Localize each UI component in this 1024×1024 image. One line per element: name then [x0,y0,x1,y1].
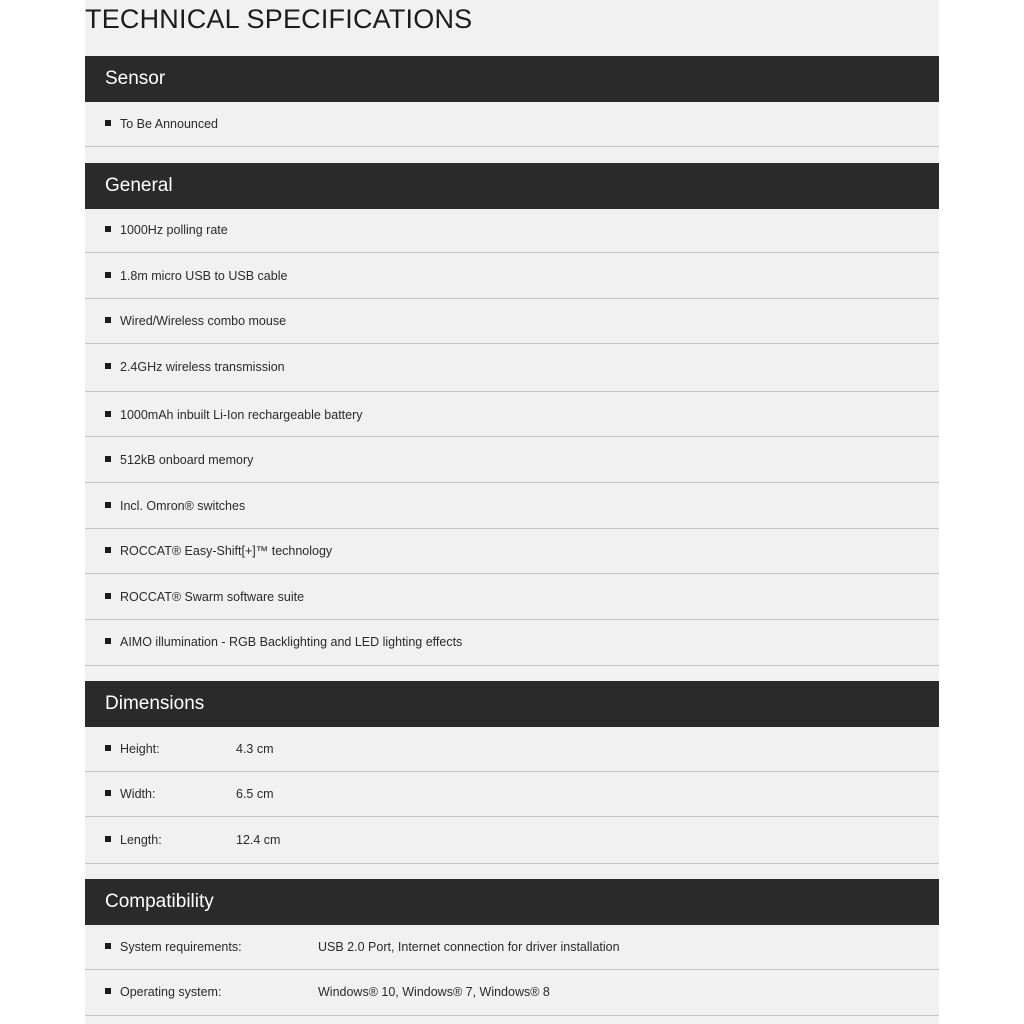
spec-label: Width: [120,787,156,801]
bullet-icon [105,943,111,949]
list-item [85,345,939,392]
spec-value: Windows® 10, Windows® 7, Windows® 8 [318,985,550,999]
spec-text: 1.8m micro USB to USB cable [120,269,288,283]
section-header-general: General [85,163,939,209]
table-row [85,772,939,817]
list-item [85,102,939,147]
list-item [85,208,939,253]
bullet-icon [105,547,111,553]
spec-label: System requirements: [120,940,242,954]
bullet-icon [105,456,111,462]
bullet-icon [105,226,111,232]
spec-text: Incl. Omron® switches [120,499,246,513]
spec-text: ROCCAT® Swarm software suite [120,590,305,604]
bullet-icon [105,988,111,994]
specifications-page [85,0,939,1024]
section-header-sensor: Sensor [85,56,939,102]
spec-text: 1000Hz polling rate [120,223,228,237]
bullet-icon [105,272,111,278]
bullet-icon [105,745,111,751]
bullet-icon [105,638,111,644]
list-item [85,299,939,344]
bullet-icon [105,502,111,508]
table-row [85,970,939,1016]
bullet-icon [105,790,111,796]
bullet-icon [105,836,111,842]
spec-text: ROCCAT® Easy-Shift[+]™ technology [120,544,333,558]
section-header-dimensions: Dimensions [85,681,939,727]
spec-label: Operating system: [120,985,222,999]
spec-value: USB 2.0 Port, Internet connection for driver installation [318,940,620,954]
bullet-icon [105,317,111,323]
spec-text: 1000mAh inbuilt Li-Ion rechargeable battery [120,408,363,422]
table-row [85,818,939,864]
table-row [85,727,939,772]
list-item [85,254,939,299]
spec-text: AIMO illumination - RGB Backlighting and LED lighting effects [120,635,463,649]
list-item [85,484,939,529]
list-item [85,392,939,437]
spec-text: Wired/Wireless combo mouse [120,314,287,328]
page-title: TECHNICAL SPECIFICATIONS [85,4,473,34]
list-item [85,438,939,483]
spec-label: Height: [120,742,160,756]
spec-text: 512kB onboard memory [120,453,254,467]
list-item [85,620,939,666]
bullet-icon [105,363,111,369]
spec-text: 2.4GHz wireless transmission [120,360,285,374]
bullet-icon [105,593,111,599]
spec-value: 4.3 cm [236,742,274,756]
bullet-icon [105,411,111,417]
spec-text: To Be Announced [120,117,218,131]
list-item [85,529,939,574]
bullet-icon [105,120,111,126]
spec-value: 6.5 cm [236,787,274,801]
spec-label: Length: [120,833,162,847]
table-row [85,925,939,970]
list-item [85,575,939,620]
spec-value: 12.4 cm [236,833,281,847]
section-header-compatibility: Compatibility [85,879,939,925]
